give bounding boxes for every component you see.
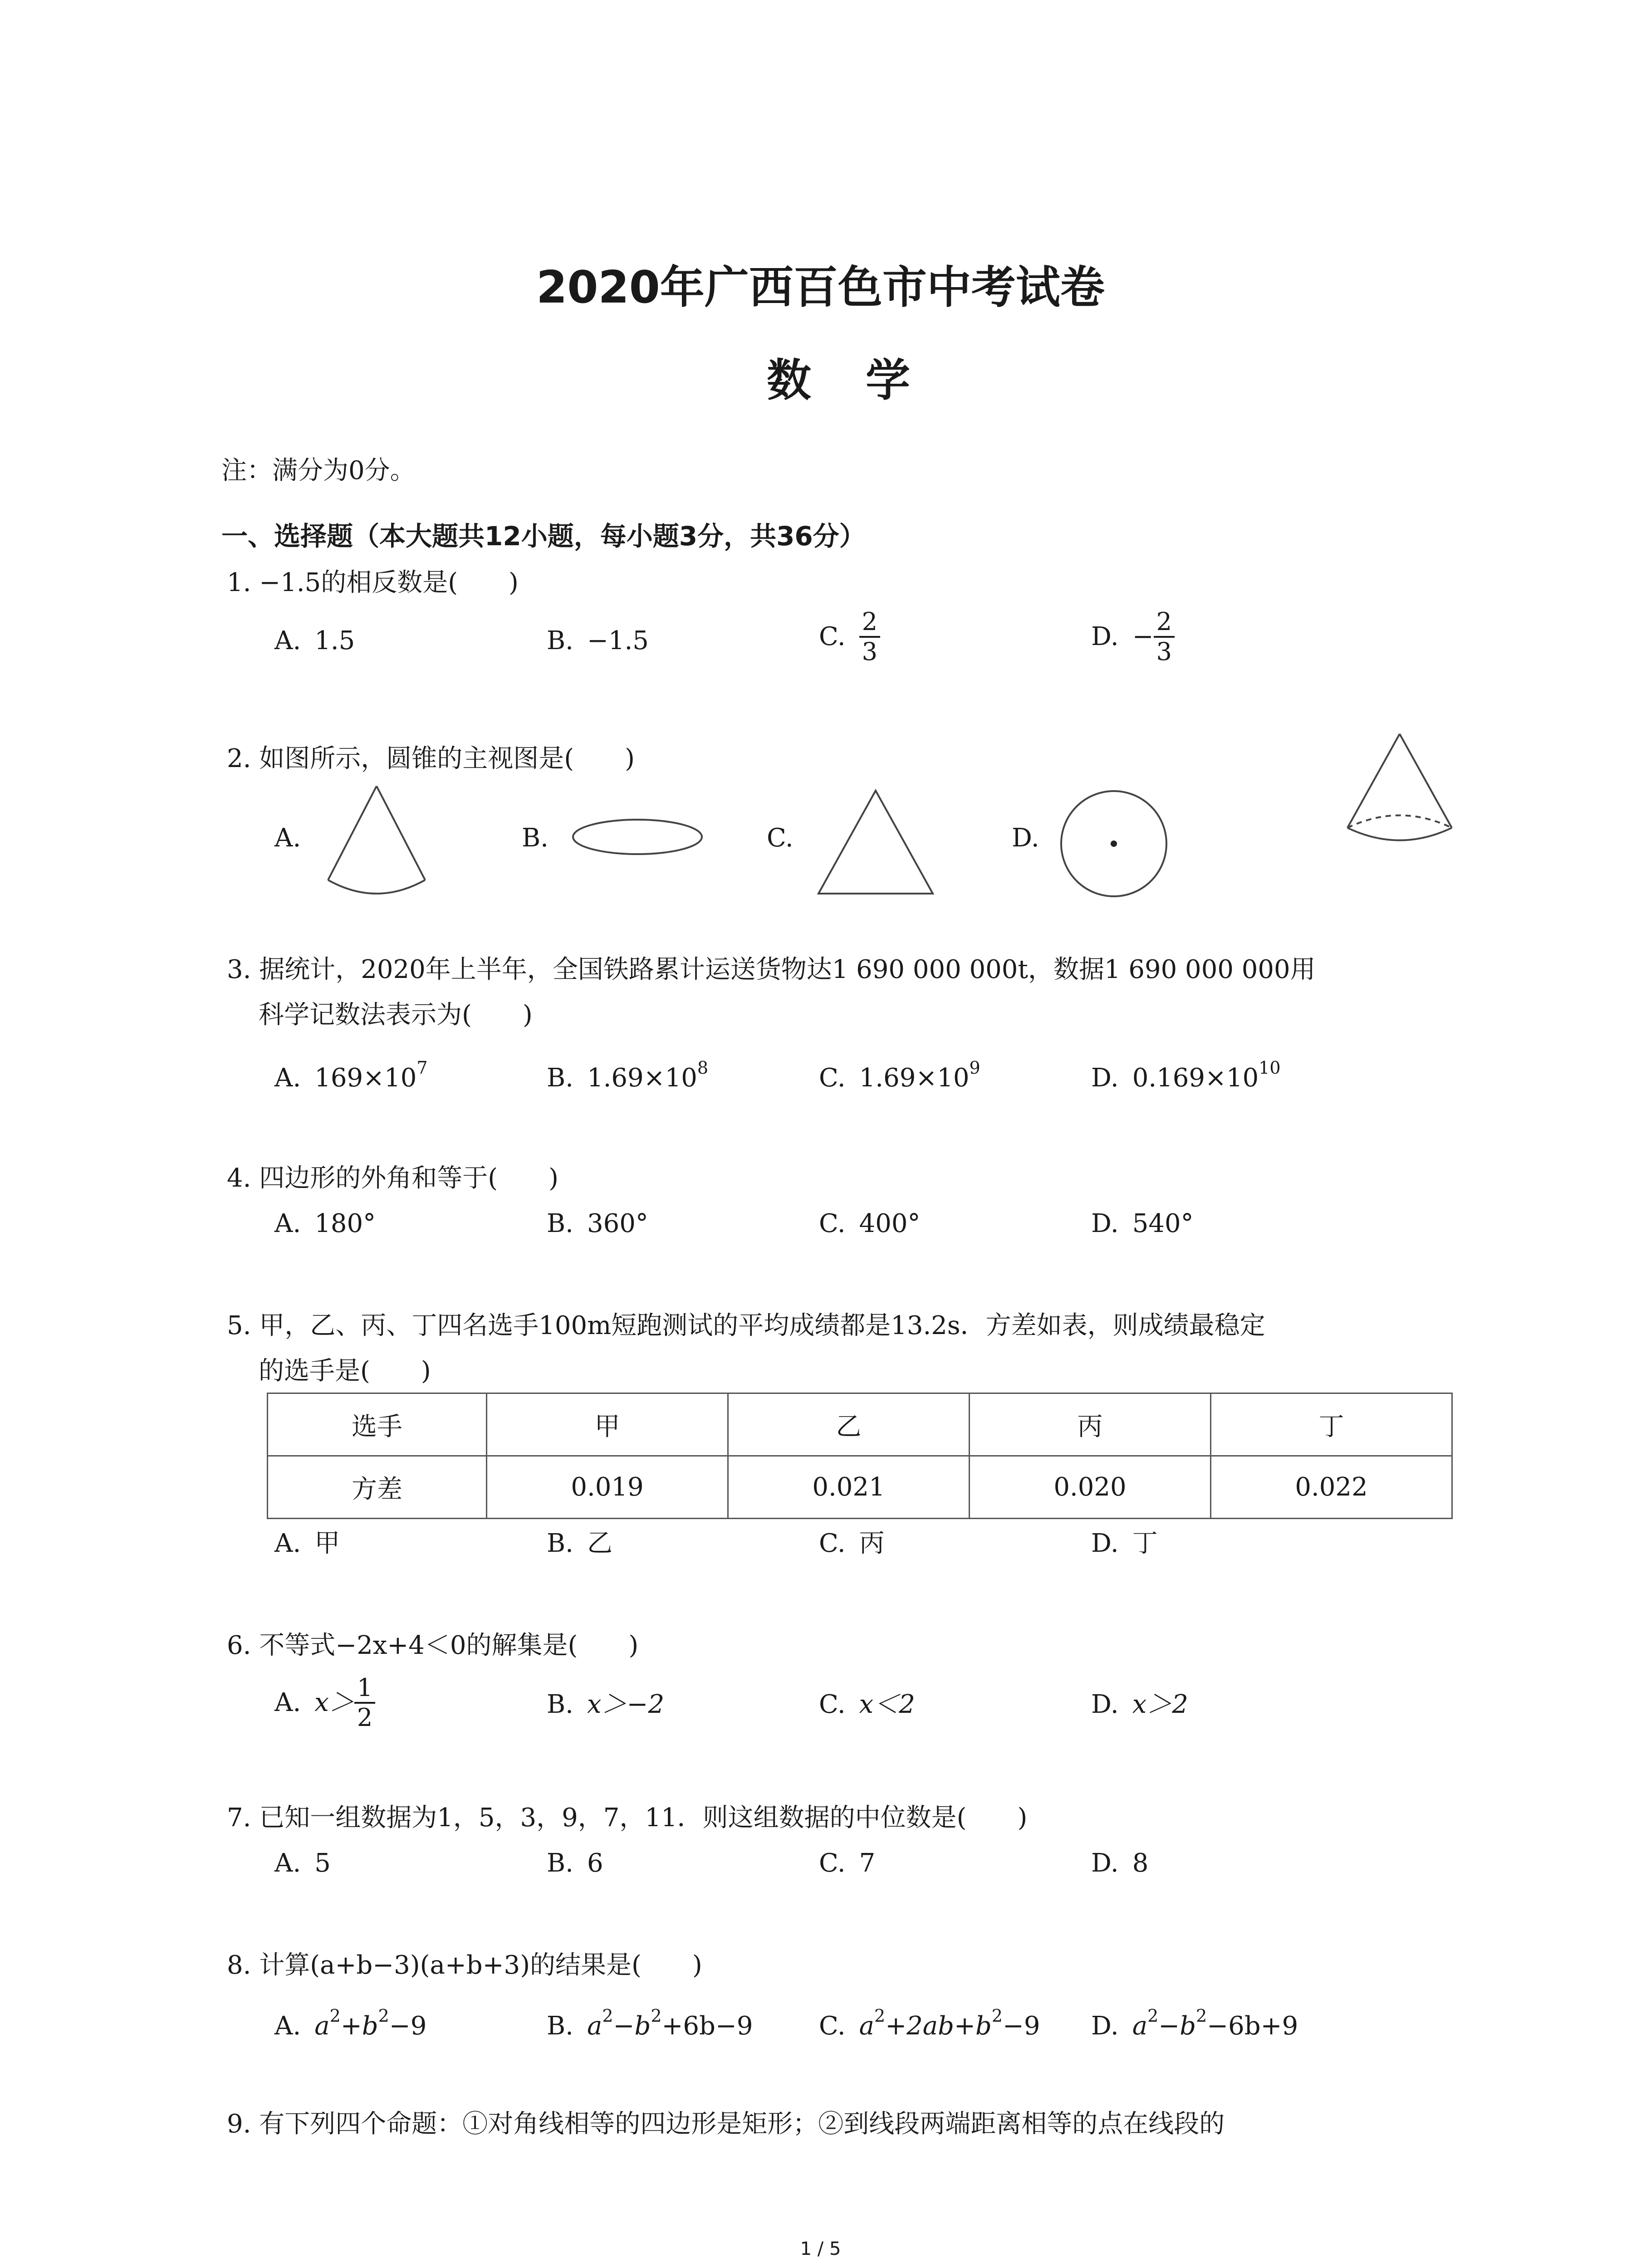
option-key: C. [819, 2011, 846, 2041]
exponent: 2 [651, 2006, 662, 2026]
exponent: 2 [1196, 2006, 1207, 2026]
q6-option-c [819, 1692, 915, 1717]
option-value: 0.169×10 [1132, 1063, 1259, 1093]
q6-stem: 6. 不等式−2x+4＜0的解集是( ) [227, 1631, 639, 1660]
option-key: A. [274, 2011, 301, 2041]
option-value: 1.69×10 [859, 1063, 970, 1093]
option-value: 丙 [859, 1529, 885, 1558]
option-key: D. [1091, 1690, 1119, 1719]
q4-option-a [274, 1211, 376, 1237]
exponent: 9 [969, 1058, 980, 1078]
q2-stem: 2. 如图所示，圆锥的主视图是( ) [227, 744, 635, 773]
q4-stem: 4. 四边形的外角和等于( ) [227, 1163, 558, 1193]
option-key: A. [274, 1688, 301, 1718]
section-heading: 一、选择题（本大题共12小题，每小题3分，共36分） [221, 521, 866, 552]
fraction [1154, 608, 1175, 666]
expr-part: −9 [389, 2011, 427, 2041]
table-cell: 乙 [728, 1393, 970, 1456]
q5-stem-line1: 5. 甲，乙、丙、丁四名选手100m短跑测试的平均成绩都是13.2s．方差如表，则成绩最稳定 [227, 1311, 1265, 1340]
q8-option-d [1091, 2007, 1298, 2039]
option-key: B. [547, 626, 573, 655]
exponent: 7 [416, 1058, 428, 1078]
expr-part: −9 [1002, 2011, 1040, 2041]
table-cell: 丁 [1211, 1393, 1452, 1456]
exponent: 2 [378, 2006, 389, 2026]
exponent: 2 [991, 2006, 1003, 2026]
fraction [354, 1674, 375, 1732]
subject-title: 数学 [767, 355, 965, 406]
option-a-cone-figure [320, 782, 433, 900]
option-value: 丁 [1132, 1529, 1158, 1558]
expr-part: +2ab+b [885, 2011, 992, 2041]
option-key: A. [274, 1063, 301, 1093]
table-cell: 丙 [970, 1393, 1211, 1456]
q2-option-d-key: D. [1012, 823, 1039, 853]
denominator: 3 [1156, 637, 1172, 666]
q3-stem-line1: 3. 据统计，2020年上半年，全国铁路累计运送货物达1 690 000 000t，数据1 690 000 000用 [227, 955, 1316, 984]
variance-table [267, 1393, 1453, 1519]
option-value: 400° [859, 1209, 921, 1238]
q4-option-c [819, 1211, 921, 1237]
table-row [268, 1456, 1452, 1519]
option-value: x＜2 [859, 1690, 915, 1719]
q4-option-b [547, 1211, 648, 1237]
option-key: D. [1091, 1848, 1119, 1878]
option-key: A. [274, 1209, 301, 1238]
q9-stem: 9. 有下列四个命题：①对角线相等的四边形是矩形；②到线段两端距离相等的点在线段的 [227, 2109, 1225, 2139]
option-key: C. [819, 1690, 846, 1719]
q8-option-a [274, 2007, 426, 2039]
q3-option-c [819, 1059, 980, 1091]
q7-option-a [274, 1848, 331, 1878]
q3-option-d [1091, 1059, 1281, 1091]
option-key: C. [819, 1063, 846, 1093]
option-key: A. [274, 1848, 301, 1878]
q1-stem: 1. −1.5的相反数是( ) [227, 568, 519, 597]
page-number: 1 / 5 [800, 2239, 841, 2259]
option-key: D. [1091, 2011, 1119, 2041]
q1-option-b [547, 628, 649, 654]
exponent: 2 [1147, 2006, 1159, 2026]
expr-part: a [859, 2011, 875, 2041]
q5-option-a [274, 1531, 340, 1556]
q1-option-d [1091, 608, 1175, 666]
option-key: B. [547, 2011, 573, 2041]
table-cell: 0.021 [728, 1456, 970, 1519]
expr-part: a [587, 2011, 603, 2041]
table-cell: 0.019 [487, 1456, 728, 1519]
q5-option-c [819, 1531, 885, 1556]
denominator: 2 [357, 1703, 373, 1732]
option-key: B. [547, 1063, 573, 1093]
exam-title: 2020年广西百色市中考试卷 [536, 262, 1105, 313]
denominator: 3 [862, 637, 878, 666]
option-value: 乙 [587, 1529, 612, 1558]
option-value: 5 [314, 1848, 331, 1878]
q1-option-c [819, 608, 880, 666]
q7-option-d [1091, 1848, 1149, 1878]
q3-stem-line2: 科学记数法表示为( ) [259, 1000, 533, 1030]
exponent: 2 [602, 2006, 613, 2026]
option-key: C. [819, 1209, 846, 1238]
q7-option-b [547, 1848, 603, 1878]
expr-part: a [1132, 2011, 1148, 2041]
option-value: x＞2 [1132, 1690, 1188, 1719]
q5-stem-line2: 的选手是( ) [259, 1356, 431, 1386]
q4-option-d [1091, 1211, 1194, 1237]
option-value: 7 [859, 1848, 876, 1878]
option-key: B. [547, 1690, 573, 1719]
option-value: 169×10 [314, 1063, 417, 1093]
numerator: 2 [859, 608, 880, 638]
exponent: 10 [1259, 1058, 1281, 1078]
q1-option-a [274, 628, 355, 654]
option-key: A. [274, 1529, 301, 1558]
q7-stem: 7. 已知一组数据为1，5，3，9，7，11．则这组数据的中位数是( ) [227, 1803, 1028, 1833]
option-key: B. [547, 1529, 573, 1558]
table-cell: 方差 [268, 1456, 487, 1519]
option-d-circle-figure [1057, 787, 1171, 900]
option-value: 6 [587, 1848, 603, 1878]
numerator: 1 [354, 1674, 375, 1704]
option-value: 1.69×10 [587, 1063, 697, 1093]
q6-option-b [547, 1692, 664, 1717]
q6-option-d [1091, 1692, 1188, 1717]
option-key: B. [547, 1209, 573, 1238]
option-value: 甲 [314, 1529, 340, 1558]
option-b-ellipse-figure [569, 814, 705, 860]
option-c-triangle-figure [812, 787, 939, 900]
option-key: B. [547, 1848, 573, 1878]
option-key: D. [1091, 622, 1119, 652]
q7-option-c [819, 1848, 876, 1878]
minus-sign: − [1132, 622, 1154, 652]
q2-option-b-key: B. [522, 823, 549, 853]
option-value: 8 [1132, 1848, 1149, 1878]
cone-reference-figure [1341, 730, 1459, 857]
option-key: C. [819, 1848, 846, 1878]
table-row [268, 1393, 1452, 1456]
option-key: C. [819, 1529, 846, 1558]
q3-option-a [274, 1059, 428, 1091]
expr-part: +b [340, 2011, 378, 2041]
option-value: 360° [587, 1209, 648, 1238]
table-cell: 0.020 [970, 1456, 1211, 1519]
numerator: 2 [1154, 608, 1175, 638]
option-value: 180° [314, 1209, 376, 1238]
expr-part: −6b+9 [1207, 2011, 1298, 2041]
exponent: 2 [329, 2006, 341, 2026]
expr-part: −b [1158, 2011, 1196, 2041]
q2-option-a-key: A. [274, 823, 301, 853]
table-cell: 0.022 [1211, 1456, 1452, 1519]
expr-part: +6b−9 [661, 2011, 753, 2041]
q5-option-d [1091, 1531, 1158, 1556]
q3-option-b [547, 1059, 708, 1091]
table-cell: 甲 [487, 1393, 728, 1456]
option-value: −1.5 [587, 626, 649, 655]
q6-option-a [274, 1674, 375, 1732]
option-key: D. [1091, 1209, 1119, 1238]
exponent: 2 [874, 2006, 886, 2026]
q8-stem: 8. 计算(a+b−3)(a+b+3)的结果是( ) [227, 1950, 702, 1980]
table-cell: 选手 [268, 1393, 487, 1456]
q2-option-c-key: C. [767, 823, 794, 853]
option-prefix: x＞ [314, 1688, 354, 1718]
option-key: D. [1091, 1063, 1119, 1093]
fraction [859, 608, 880, 666]
option-value: x＞−2 [587, 1690, 665, 1719]
q8-option-b [547, 2007, 753, 2039]
option-key: C. [819, 622, 846, 652]
option-key: D. [1091, 1529, 1119, 1558]
q8-option-c [819, 2007, 1040, 2039]
expr-part: −b [613, 2011, 651, 2041]
exponent: 8 [697, 1058, 709, 1078]
option-value: 1.5 [314, 626, 355, 655]
q5-option-b [547, 1531, 612, 1556]
option-key: A. [274, 626, 301, 655]
expr-part: a [314, 2011, 330, 2041]
score-note: 注：满分为0分。 [221, 456, 416, 485]
option-value: 540° [1132, 1209, 1194, 1238]
